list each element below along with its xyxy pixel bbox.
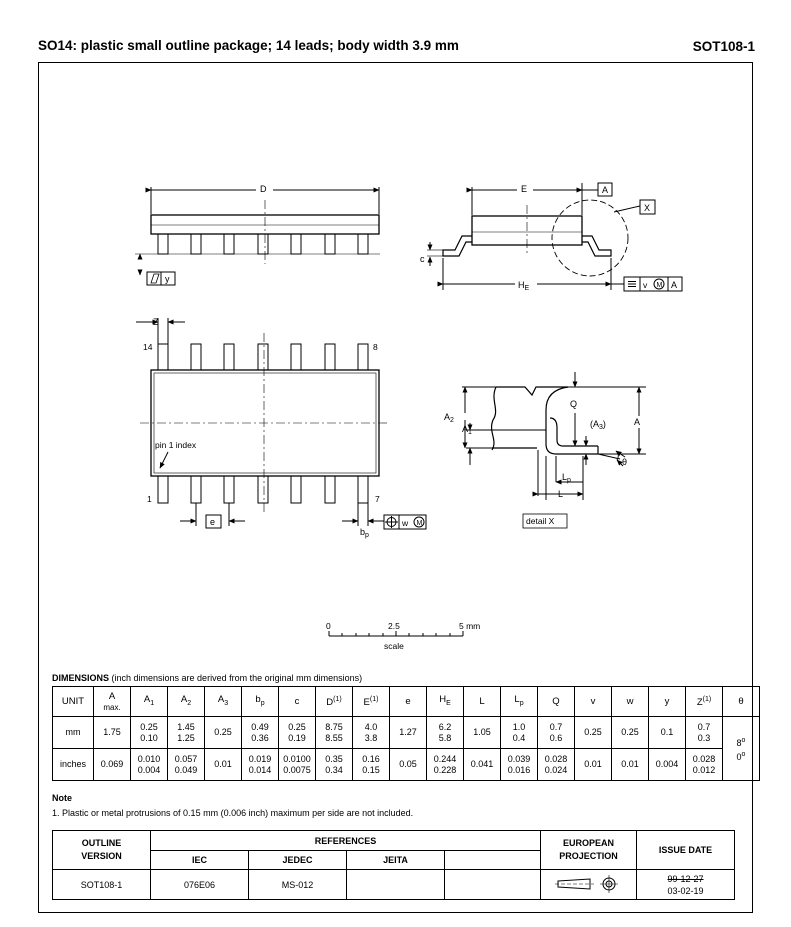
jedec-header: JEDEC [249, 851, 347, 870]
jeita-value [347, 870, 445, 900]
label-e: e [210, 517, 216, 527]
table-row-inches: inches 0.069 0.010 0.004 0.057 0.049 0.01 0.019 0.014 0.0100 0.0075 0.35 0.34 0.16 0.15 0.05 0.244 0.228 0.041 0.039 0.016 0.028 0.024 0.01 0.01 0.004 0.028 0.012 [53, 749, 760, 781]
version-value: SOT108-1 [53, 870, 151, 900]
third-angle-projection-icon [554, 873, 624, 895]
detail-x-caption: detail X [526, 516, 555, 526]
label-Q: Q [570, 399, 578, 409]
references-header: REFERENCES [151, 831, 541, 851]
label-A2: $A_2$ [444, 412, 454, 424]
col-E: $E^{(1)}$ [353, 687, 390, 717]
label-X: X [644, 203, 651, 213]
iec-header: IEC [151, 851, 249, 870]
label-c: c [420, 254, 425, 264]
package-code: SOT108-1 [692, 39, 755, 54]
col-unit: UNIT [53, 687, 94, 717]
dimensions-header-row [53, 687, 760, 717]
scale-zero: 0 [326, 621, 331, 631]
scale-max: 5 mm [459, 621, 481, 631]
top-view [136, 318, 426, 529]
label-A1: $A_1$ [462, 424, 472, 436]
top-leads [158, 344, 368, 503]
iec-value: 076E06 [151, 870, 249, 900]
pin-7-label: 7 [375, 494, 380, 504]
issue-date-old: 99-12-27 [667, 873, 704, 884]
outline-version-header: OUTLINE VERSION [53, 831, 151, 870]
dimensions-table [52, 686, 760, 781]
issue-date-new: 03-02-19 [667, 885, 704, 896]
scale-bar [329, 631, 463, 636]
label-M-w: M [416, 520, 423, 527]
col-v: v [575, 687, 612, 717]
col-e: e [390, 687, 427, 717]
scale-label: scale [384, 641, 404, 651]
label-bp: $b_p$ [360, 527, 369, 539]
col-D: $D^{(1)}$ [316, 687, 353, 717]
jeita-header: JEITA [347, 851, 445, 870]
end-view [427, 183, 682, 291]
col-theta: θ [723, 687, 760, 717]
col-Lp: $L_p$ [501, 687, 538, 717]
jedec-value: MS-012 [249, 870, 347, 900]
col-w: w [612, 687, 649, 717]
issue-date-values [637, 870, 735, 900]
col-c: c [279, 687, 316, 717]
detail-x-view [462, 372, 646, 528]
col-y: y [649, 687, 686, 717]
references-table [52, 830, 735, 900]
side-leads [158, 234, 368, 254]
european-projection-header: EUROPEAN PROJECTION [541, 831, 637, 870]
label-HE: $H_E$ [518, 280, 530, 292]
datum-A: A [602, 185, 609, 195]
scale-mid: 2.5 [388, 621, 400, 631]
pin-8-label: 8 [373, 342, 378, 352]
label-E: E [521, 184, 528, 194]
label-Lp: $L_p$ [562, 472, 571, 484]
note-title: Note [52, 793, 72, 803]
pin-1-label: 1 [147, 494, 152, 504]
col-A: A max. [94, 687, 131, 717]
col-bp: $b_p$ [242, 687, 279, 717]
col-HE: $H_E$ [427, 687, 464, 717]
col-A3: $A_3$ [205, 687, 242, 717]
label-w: w [402, 518, 409, 528]
dimensions-title: DIMENSIONS (inch dimensions are derived from the original mm dimensions) [52, 673, 363, 683]
col-Z: $Z^{(1)}$ [686, 687, 723, 717]
col-A2: $A_2$ [168, 687, 205, 717]
label-L: L [558, 489, 564, 499]
label-datum-A: A [671, 280, 678, 290]
label-v: v [643, 280, 648, 290]
issue-date-header: ISSUE DATE [637, 831, 735, 870]
col-L: L [464, 687, 501, 717]
projection-symbol [541, 870, 637, 900]
label-y: y [165, 274, 170, 284]
label-D: D [260, 184, 267, 194]
document-title: SO14: plastic small outline package; 14 leads; body width 3.9 mm [38, 38, 459, 53]
label-Z: Z [153, 317, 159, 327]
label-M-v: M [656, 282, 663, 289]
label-theta: θ [622, 457, 628, 467]
label-A: A [634, 417, 641, 427]
col-Q: Q [538, 687, 575, 717]
label-A3: $(A_3)$ [590, 419, 606, 431]
theta-values: 8$^o$ 0$^o$ [723, 717, 760, 781]
table-row-mm: mm 1.75 0.25 0.10 1.45 1.25 0.25 0.49 0.36 0.25 0.19 8.75 8.55 4.0 3.8 1.27 6.2 5.8 1.05 1.0 0.4 0.7 0.6 0.25 0.25 0.1 0.7 0.3 8$^o$ 0$^o$ [53, 717, 760, 749]
side-view [135, 187, 380, 285]
pin-14-label: 14 [143, 342, 153, 352]
col-A1: $A_1$ [131, 687, 168, 717]
pin-1-index-label: pin 1 index [155, 440, 197, 450]
note-text: 1. Plastic or metal protrusions of 0.15 mm (0.006 inch) maximum per side are not included. [52, 808, 414, 818]
